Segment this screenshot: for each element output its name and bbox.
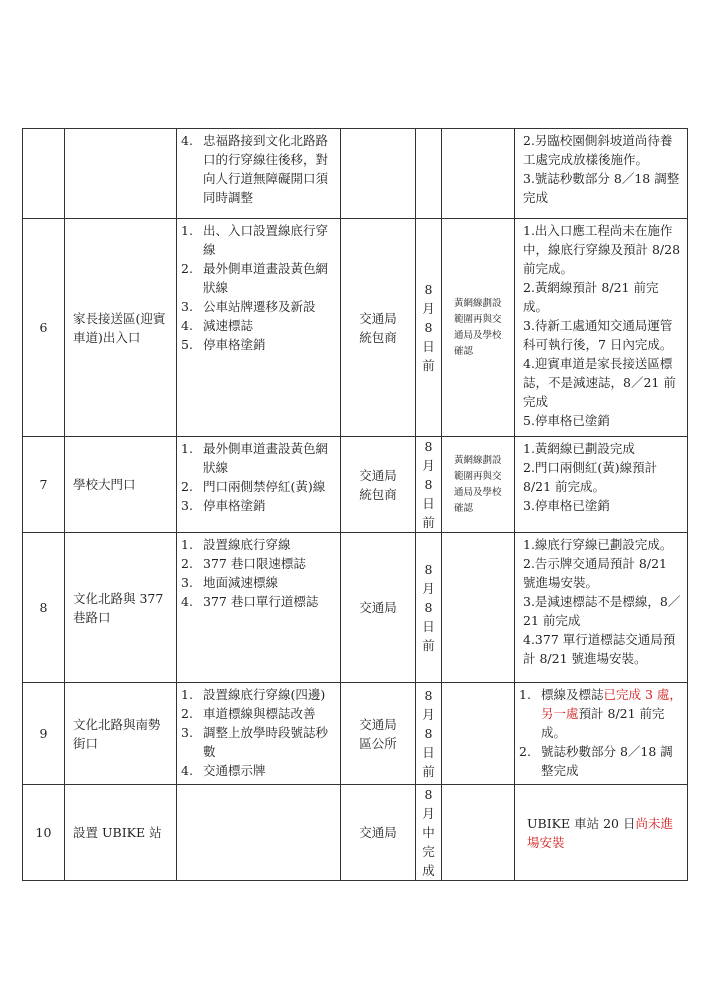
unit-line: 統包商 — [359, 329, 397, 345]
status-line — [519, 685, 683, 742]
note-cell — [442, 683, 515, 785]
item-text: 減速標誌 — [203, 318, 254, 333]
status-line: 3.號誌秒數部分 8／18 調整完成 — [523, 171, 680, 205]
item-number: 2. — [181, 479, 193, 494]
status-number: 1. — [519, 687, 531, 702]
status-number: 2. — [519, 744, 531, 759]
item-text: 門口兩側禁停紅(黃)線 — [203, 479, 326, 494]
deadline-char: 日 — [422, 619, 435, 634]
status-text — [527, 816, 673, 850]
note-cell — [442, 129, 515, 219]
row-number: 10 — [23, 785, 65, 881]
improvement-items-cell — [177, 129, 341, 219]
table-row — [23, 437, 688, 533]
deadline-cell — [416, 437, 442, 533]
deadline-cell — [416, 533, 442, 683]
item-text: 交通標示牌 — [203, 763, 266, 778]
note-cell — [442, 785, 515, 881]
item-number: 3. — [181, 498, 193, 513]
deadline-char: 前 — [422, 764, 435, 779]
improvement-item — [181, 535, 336, 554]
improvement-item — [181, 592, 336, 611]
item-number: 5. — [181, 337, 193, 352]
status-line: 1.黃網線已劃設完成 — [523, 441, 635, 456]
deadline-char: 8 — [424, 477, 433, 492]
item-text: 忠福路接到文化北路路口的行穿線往後移，對向人行道無障礙開口須同時調整 — [203, 133, 329, 205]
improvement-item — [181, 477, 336, 496]
deadline-char: 月 — [422, 806, 435, 821]
status-line: 2.門口兩側紅(黃)線預計 8/21 前完成。 — [523, 460, 658, 494]
status-line: 3.停車格已塗銷 — [523, 498, 610, 513]
improvement-item — [181, 439, 336, 477]
deadline-char: 8 — [424, 726, 433, 741]
improvement-item — [181, 221, 336, 259]
item-number: 1. — [181, 537, 193, 552]
deadline-char: 日 — [422, 745, 435, 760]
item-number: 2. — [181, 706, 193, 721]
table-row — [23, 533, 688, 683]
deadline-char: 月 — [422, 707, 435, 722]
unit-line: 區公所 — [359, 735, 397, 751]
deadline-char: 8 — [424, 600, 433, 615]
table-row — [23, 129, 688, 219]
status-text-normal: 預計 8/21 前完成。 — [541, 706, 665, 740]
row-number: 7 — [23, 437, 65, 533]
progress-status-cell — [515, 219, 688, 437]
row-number: 8 — [23, 533, 65, 683]
improvement-item — [181, 316, 336, 335]
status-line: 5.停車格已塗銷 — [523, 413, 610, 428]
unit-line: 交通局 — [359, 467, 397, 483]
item-text: 停車格塗銷 — [203, 337, 266, 352]
item-text: 停車格塗銷 — [203, 498, 266, 513]
deadline-char: 月 — [422, 301, 435, 316]
item-number: 1. — [181, 687, 193, 702]
table-row — [23, 683, 688, 785]
item-text: 設置線底行穿線 — [203, 537, 291, 552]
improvement-items-cell — [177, 219, 341, 437]
item-text: 377 巷口單行道標誌 — [203, 594, 319, 609]
status-text-highlight: 已完成 3 處，另一處 — [541, 687, 682, 721]
improvement-item — [181, 723, 336, 761]
progress-status-cell — [515, 437, 688, 533]
deadline-char: 成 — [422, 863, 435, 878]
improvement-item — [181, 297, 336, 316]
improvement-item — [181, 573, 336, 592]
deadline-char: 前 — [422, 638, 435, 653]
status-line: 4.迎賓車道是家長接送區標誌，不是減速誌，8／21 前完成 — [523, 356, 676, 409]
improvement-item — [181, 259, 336, 297]
item-text: 調整上放學時段號誌秒數 — [203, 725, 329, 759]
status-line — [523, 814, 683, 852]
unit-line: 交通局 — [359, 310, 397, 326]
status-text-normal: 標線及標誌 — [541, 687, 604, 702]
deadline-char: 8 — [424, 282, 433, 297]
status-line — [519, 742, 683, 780]
status-line: 4.377 單行道標誌交通局預計 8/21 號進場安裝。 — [523, 632, 676, 666]
deadline-char: 8 — [424, 688, 433, 703]
deadline-char: 8 — [424, 439, 433, 454]
unit-line: 交通局 — [359, 600, 397, 615]
location-cell: 學校大門口 — [65, 437, 177, 533]
item-number: 3. — [181, 575, 193, 590]
progress-status-cell — [515, 683, 688, 785]
status-line: 1.線底行穿線已劃設完成。 — [523, 537, 673, 552]
deadline-char: 完 — [422, 844, 435, 859]
deadline-cell — [416, 785, 442, 881]
responsible-unit-cell — [341, 785, 416, 881]
improvement-item — [181, 335, 336, 354]
progress-status-cell — [515, 533, 688, 683]
status-line: 2.另臨校園側斜坡道尚待養工處完成放樣後施作。 — [523, 133, 673, 167]
note-cell — [442, 533, 515, 683]
item-number: 2. — [181, 261, 193, 276]
item-text: 最外側車道畫設黃色網狀線 — [203, 261, 329, 295]
improvement-items-cell — [177, 785, 341, 881]
item-number: 3. — [181, 725, 193, 740]
progress-status-cell — [515, 129, 688, 219]
responsible-unit-cell — [341, 533, 416, 683]
unit-line: 交通局 — [359, 825, 397, 840]
status-line: 3.待新工處通知交通局運管科可執行後，7 日內完成。 — [523, 318, 673, 352]
improvement-items-cell — [177, 437, 341, 533]
row-number: 6 — [23, 219, 65, 437]
deadline-char: 月 — [422, 581, 435, 596]
status-line: 3.是減速標誌不是標線，8／21 前完成 — [523, 594, 681, 628]
item-text: 車道標線與標誌改善 — [203, 706, 316, 721]
unit-line: 統包商 — [359, 486, 397, 502]
deadline-char: 日 — [422, 496, 435, 511]
responsible-unit-cell — [341, 219, 416, 437]
deadline-cell — [416, 129, 442, 219]
status-line: 1.出入口應工程尚未在施作中，線底行穿線及預計 8/28 前完成。 — [523, 223, 681, 276]
item-number: 2. — [181, 556, 193, 571]
improvement-item — [181, 704, 336, 723]
item-number: 1. — [181, 223, 193, 238]
item-text: 地面減速標線 — [203, 575, 279, 590]
task-table — [22, 128, 688, 881]
item-number: 4. — [181, 763, 193, 778]
status-text-normal: 號誌秒數部分 8／18 調整完成 — [541, 744, 673, 778]
improvement-item — [181, 761, 336, 780]
deadline-char: 日 — [422, 339, 435, 354]
row-number: 9 — [23, 683, 65, 785]
status-text-highlight: 尚未進場安裝 — [527, 815, 673, 850]
status-text-normal: UBIKE 車站 20 日 — [527, 815, 636, 831]
responsible-unit-cell — [341, 437, 416, 533]
status-text — [541, 685, 683, 742]
note-cell: 黃網線劃設範圍再與交通局及學校確認 — [442, 219, 515, 437]
location-cell: 文化北路與南勢街口 — [65, 683, 177, 785]
item-text: 設置線底行穿線(四邊) — [203, 687, 326, 702]
item-text: 最外側車道畫設黃色網狀線 — [203, 441, 329, 475]
note-cell: 黃網線劃設範圍再與交通局及學校確認 — [442, 437, 515, 533]
improvement-items-cell — [177, 683, 341, 785]
deadline-char: 8 — [424, 562, 433, 577]
improvement-item — [181, 685, 336, 704]
location-cell: 家長接送區(迎賓車道)出入口 — [65, 219, 177, 437]
improvement-item — [181, 131, 336, 207]
responsible-unit-cell — [341, 683, 416, 785]
unit-line: 交通局 — [359, 716, 397, 732]
improvement-item — [181, 496, 336, 515]
status-line: 2.黃網線預計 8/21 前完成。 — [523, 280, 659, 314]
table-row — [23, 219, 688, 437]
deadline-char: 前 — [422, 515, 435, 530]
item-number: 4. — [181, 133, 193, 148]
status-text — [541, 742, 683, 780]
improvement-items-cell — [177, 533, 341, 683]
table-row — [23, 785, 688, 881]
item-text: 公車站牌遷移及新設 — [203, 299, 316, 314]
item-number: 3. — [181, 299, 193, 314]
location-cell: 設置 UBIKE 站 — [65, 785, 177, 881]
deadline-cell — [416, 683, 442, 785]
row-number — [23, 129, 65, 219]
progress-status-cell — [515, 785, 688, 881]
deadline-cell — [416, 219, 442, 437]
deadline-char: 8 — [424, 787, 433, 802]
location-cell: 文化北路與 377 巷路口 — [65, 533, 177, 683]
deadline-char: 月 — [422, 458, 435, 473]
item-number: 4. — [181, 594, 193, 609]
status-line: 2.告示牌交通局預計 8/21 號進場安裝。 — [523, 556, 667, 590]
item-number: 1. — [181, 441, 193, 456]
location-cell — [65, 129, 177, 219]
deadline-char: 中 — [422, 825, 435, 840]
improvement-item — [181, 554, 336, 573]
item-number: 4. — [181, 318, 193, 333]
deadline-char: 前 — [422, 358, 435, 373]
item-text: 出、入口設置線底行穿線 — [203, 223, 329, 257]
deadline-char: 8 — [424, 320, 433, 335]
responsible-unit-cell — [341, 129, 416, 219]
item-text: 377 巷口限速標誌 — [203, 556, 306, 571]
